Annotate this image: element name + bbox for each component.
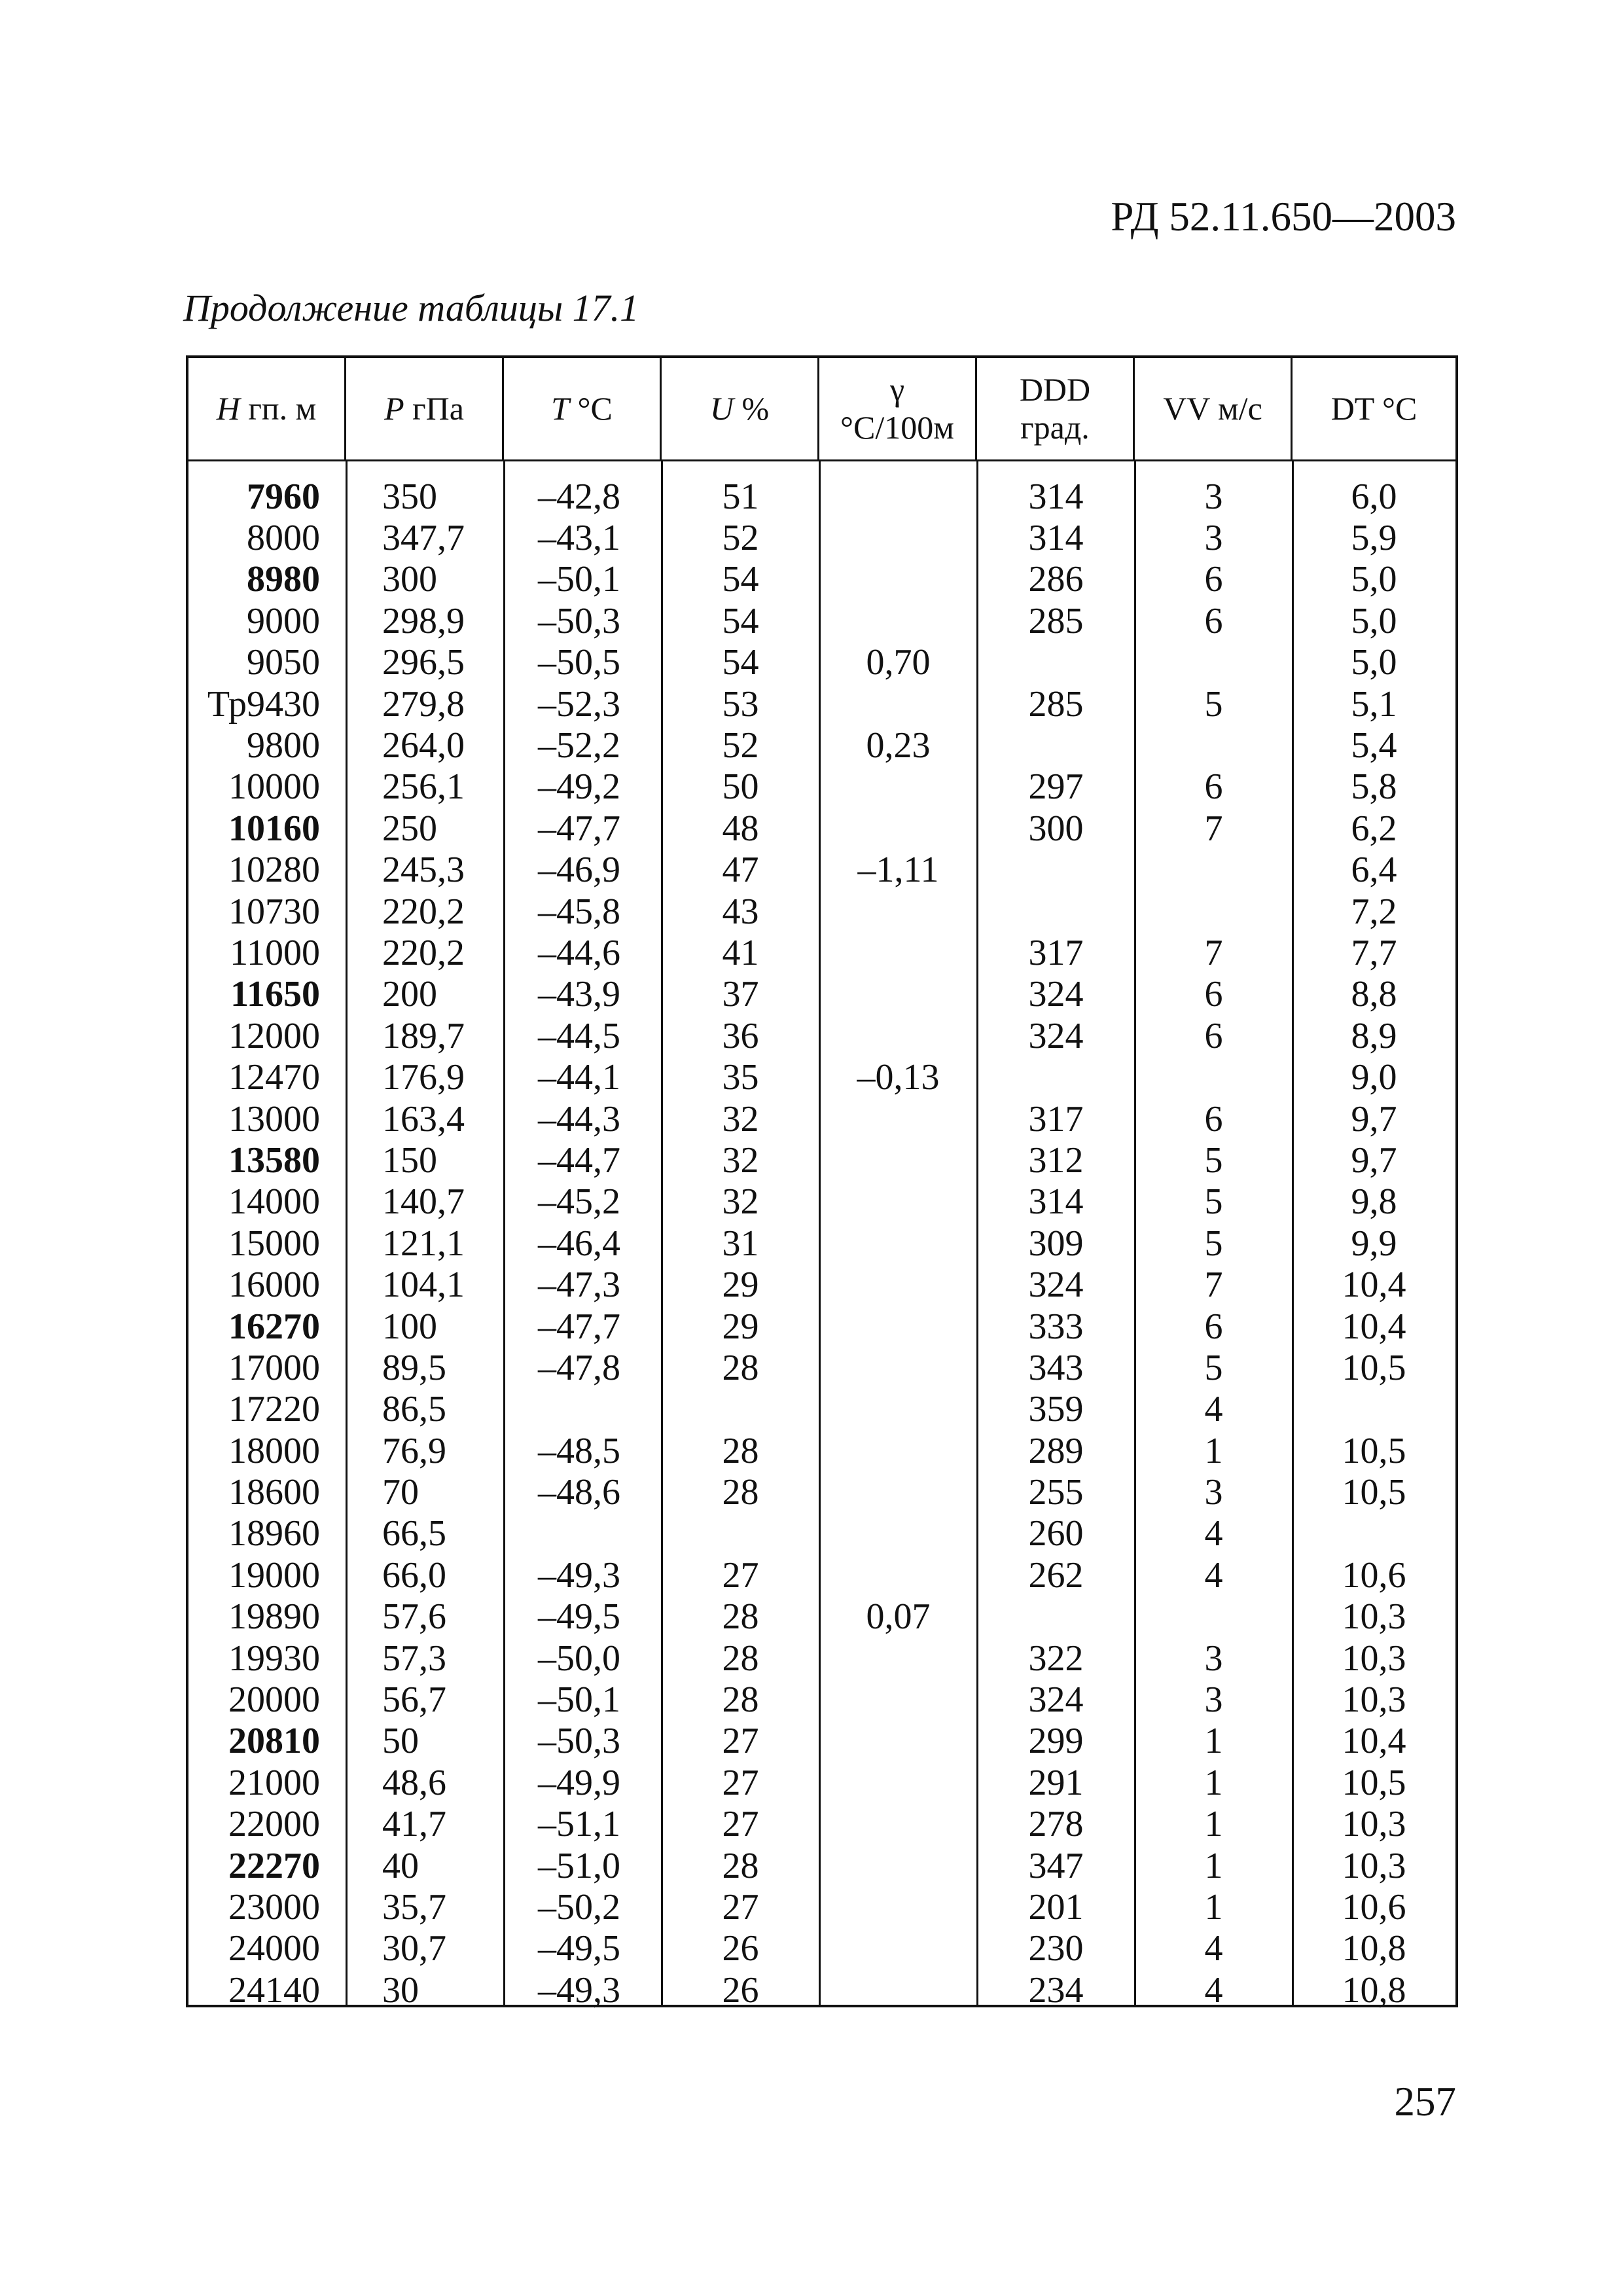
cell-wind-direction: 324 bbox=[1028, 1679, 1084, 1721]
cell-humidity: 28 bbox=[722, 1430, 759, 1471]
cell-pressure: 48,6 bbox=[382, 1762, 446, 1803]
cell-humidity: 26 bbox=[722, 1928, 759, 1969]
cell-humidity: 37 bbox=[722, 974, 759, 1015]
table-row bbox=[188, 1056, 1455, 1098]
cell-dew-point-deficit: 10,3 bbox=[1342, 1638, 1406, 1679]
cell-dew-point-deficit: 10,3 bbox=[1342, 1596, 1406, 1638]
cell-lapse-rate: 0,70 bbox=[866, 642, 931, 683]
cell-dew-point-deficit: 10,3 bbox=[1342, 1679, 1406, 1721]
cell-dew-point-deficit: 7,2 bbox=[1351, 891, 1397, 932]
cell-pressure: 279,8 bbox=[382, 683, 465, 725]
table-row bbox=[188, 1098, 1455, 1139]
cell-pressure: 121,1 bbox=[382, 1223, 465, 1264]
cell-temperature: –47,8 bbox=[538, 1347, 620, 1388]
cell-humidity: 27 bbox=[722, 1721, 759, 1762]
table-row bbox=[188, 1804, 1455, 1845]
table-row bbox=[188, 1638, 1455, 1679]
cell-pressure: 347,7 bbox=[382, 518, 465, 559]
cell-temperature: –48,6 bbox=[538, 1472, 620, 1513]
table-body bbox=[188, 476, 1455, 2011]
table-row bbox=[188, 1139, 1455, 1181]
cell-wind-direction: 260 bbox=[1028, 1513, 1084, 1554]
cell-wind-direction: 333 bbox=[1028, 1306, 1084, 1347]
cell-wind-speed: 1 bbox=[1204, 1721, 1223, 1762]
cell-wind-direction: 343 bbox=[1028, 1347, 1084, 1388]
header-dew-point-deficit: DT °С bbox=[1330, 389, 1418, 427]
cell-humidity: 32 bbox=[722, 1181, 759, 1223]
cell-lapse-rate: –1,11 bbox=[857, 850, 939, 891]
cell-pressure: 40 bbox=[382, 1845, 419, 1886]
cell-wind-speed: 5 bbox=[1204, 1181, 1223, 1223]
cell-height: 18960 bbox=[228, 1513, 320, 1554]
cell-pressure: 176,9 bbox=[382, 1057, 465, 1098]
table-row bbox=[188, 725, 1455, 766]
cell-humidity: 28 bbox=[722, 1679, 759, 1721]
cell-dew-point-deficit: 10,3 bbox=[1342, 1804, 1406, 1845]
cell-dew-point-deficit: 10,5 bbox=[1342, 1347, 1406, 1388]
cell-height: 12000 bbox=[228, 1015, 320, 1056]
table-row bbox=[188, 1264, 1455, 1305]
cell-wind-direction: 289 bbox=[1028, 1430, 1084, 1471]
cell-temperature: –51,0 bbox=[538, 1845, 620, 1886]
cell-wind-direction: 230 bbox=[1028, 1928, 1084, 1969]
cell-height: 7960 bbox=[247, 476, 320, 517]
cell-temperature: –49,5 bbox=[538, 1928, 620, 1969]
cell-wind-direction: 347 bbox=[1028, 1845, 1084, 1886]
cell-wind-direction: 359 bbox=[1028, 1389, 1084, 1430]
cell-wind-speed: 4 bbox=[1204, 1389, 1223, 1430]
cell-dew-point-deficit: 8,9 bbox=[1351, 1015, 1397, 1056]
cell-height: 8000 bbox=[247, 518, 320, 559]
cell-wind-speed: 7 bbox=[1204, 808, 1223, 849]
cell-dew-point-deficit: 7,7 bbox=[1351, 932, 1397, 973]
cell-temperature: –49,3 bbox=[538, 1969, 620, 2011]
cell-dew-point-deficit: 10,5 bbox=[1342, 1762, 1406, 1803]
cell-wind-speed: 1 bbox=[1204, 1845, 1223, 1886]
table-row bbox=[188, 1596, 1455, 1638]
cell-height: 10160 bbox=[228, 808, 320, 849]
cell-pressure: 200 bbox=[382, 974, 437, 1015]
cell-temperature: –45,2 bbox=[538, 1181, 620, 1223]
cell-height: 10000 bbox=[228, 766, 320, 808]
cell-dew-point-deficit: 9,9 bbox=[1351, 1223, 1397, 1264]
table-row bbox=[188, 1721, 1455, 1762]
cell-wind-direction: 299 bbox=[1028, 1721, 1084, 1762]
cell-humidity: 28 bbox=[722, 1845, 759, 1886]
table-row bbox=[188, 600, 1455, 641]
cell-pressure: 150 bbox=[382, 1139, 437, 1181]
cell-wind-direction: 201 bbox=[1028, 1886, 1084, 1928]
cell-temperature: –50,1 bbox=[538, 559, 620, 600]
table-row bbox=[188, 1554, 1455, 1596]
table-row bbox=[188, 1969, 1455, 2011]
cell-wind-direction: 322 bbox=[1028, 1638, 1084, 1679]
cell-dew-point-deficit: 10,6 bbox=[1342, 1554, 1406, 1596]
cell-temperature: –44,3 bbox=[538, 1098, 620, 1139]
table-row bbox=[188, 559, 1455, 600]
cell-pressure: 245,3 bbox=[382, 850, 465, 891]
cell-pressure: 66,0 bbox=[382, 1554, 446, 1596]
cell-humidity: 28 bbox=[722, 1596, 759, 1638]
cell-humidity: 41 bbox=[722, 932, 759, 973]
cell-height: 19000 bbox=[228, 1554, 320, 1596]
cell-temperature: –47,7 bbox=[538, 808, 620, 849]
cell-pressure: 298,9 bbox=[382, 600, 465, 641]
cell-wind-direction: 314 bbox=[1028, 1181, 1084, 1223]
cell-temperature: –50,5 bbox=[538, 642, 620, 683]
cell-humidity: 35 bbox=[722, 1057, 759, 1098]
cell-pressure: 350 bbox=[382, 476, 437, 517]
cell-wind-speed: 6 bbox=[1204, 559, 1223, 600]
cell-humidity: 32 bbox=[722, 1098, 759, 1139]
cell-humidity: 50 bbox=[722, 766, 759, 808]
cell-humidity: 29 bbox=[722, 1265, 759, 1306]
table-row bbox=[188, 1679, 1455, 1720]
cell-height: 22270 bbox=[228, 1845, 320, 1886]
cell-dew-point-deficit: 5,0 bbox=[1351, 559, 1397, 600]
cell-wind-speed: 1 bbox=[1204, 1886, 1223, 1928]
header-temperature: T °С bbox=[504, 358, 662, 459]
cell-height: 24000 bbox=[228, 1928, 320, 1969]
cell-temperature: –46,9 bbox=[538, 850, 620, 891]
cell-height: 12470 bbox=[228, 1057, 320, 1098]
cell-wind-direction: 314 bbox=[1028, 476, 1084, 517]
cell-height: 21000 bbox=[228, 1762, 320, 1803]
cell-dew-point-deficit: 6,0 bbox=[1351, 476, 1397, 517]
cell-wind-speed: 3 bbox=[1204, 476, 1223, 517]
table-row bbox=[188, 1223, 1455, 1264]
cell-temperature: –46,4 bbox=[538, 1223, 620, 1264]
cell-height: 18600 bbox=[228, 1472, 320, 1513]
cell-wind-speed: 4 bbox=[1204, 1969, 1223, 2011]
cell-temperature: –50,1 bbox=[538, 1679, 620, 1721]
cell-temperature: –50,3 bbox=[538, 1721, 620, 1762]
header-height: H гп. м bbox=[188, 358, 346, 459]
cell-humidity: 47 bbox=[722, 850, 759, 891]
cell-height: 10730 bbox=[228, 891, 320, 932]
cell-humidity: 36 bbox=[722, 1015, 759, 1056]
table-row bbox=[188, 642, 1455, 683]
cell-humidity: 28 bbox=[722, 1638, 759, 1679]
cell-wind-speed: 1 bbox=[1204, 1762, 1223, 1803]
cell-pressure: 57,3 bbox=[382, 1638, 446, 1679]
cell-temperature: –47,3 bbox=[538, 1265, 620, 1306]
cell-wind-speed: 3 bbox=[1204, 1638, 1223, 1679]
cell-height: 13580 bbox=[228, 1139, 320, 1181]
table-row bbox=[188, 476, 1455, 517]
table-row bbox=[188, 891, 1455, 932]
cell-wind-speed: 6 bbox=[1204, 1306, 1223, 1347]
cell-wind-direction: 278 bbox=[1028, 1804, 1084, 1845]
cell-height: 17000 bbox=[228, 1347, 320, 1388]
cell-pressure: 57,6 bbox=[382, 1596, 446, 1638]
cell-temperature: –49,2 bbox=[538, 766, 620, 808]
header-wind-direction: DDD град. bbox=[977, 358, 1135, 459]
cell-height: 24140 bbox=[228, 1969, 320, 2011]
cell-wind-direction: 317 bbox=[1028, 1098, 1084, 1139]
cell-humidity: 27 bbox=[722, 1554, 759, 1596]
cell-dew-point-deficit: 9,8 bbox=[1351, 1181, 1397, 1223]
cell-pressure: 70 bbox=[382, 1472, 419, 1513]
cell-wind-speed: 3 bbox=[1204, 1472, 1223, 1513]
cell-dew-point-deficit: 10,5 bbox=[1342, 1430, 1406, 1471]
cell-temperature: –43,1 bbox=[538, 518, 620, 559]
cell-height: 11000 bbox=[230, 932, 320, 973]
cell-dew-point-deficit: 9,0 bbox=[1351, 1057, 1397, 1098]
cell-humidity: 29 bbox=[722, 1306, 759, 1347]
cell-height: 14000 bbox=[228, 1181, 320, 1223]
cell-wind-speed: 3 bbox=[1204, 1679, 1223, 1721]
cell-wind-direction: 255 bbox=[1028, 1472, 1084, 1513]
cell-lapse-rate: 0,23 bbox=[866, 725, 931, 766]
cell-humidity: 26 bbox=[722, 1969, 759, 2011]
cell-temperature: –49,5 bbox=[538, 1596, 620, 1638]
cell-wind-direction: 262 bbox=[1028, 1554, 1084, 1596]
table-row bbox=[188, 683, 1455, 725]
header-pressure: P гПа bbox=[346, 358, 504, 459]
cell-temperature: –49,3 bbox=[538, 1554, 620, 1596]
cell-temperature: –48,5 bbox=[538, 1430, 620, 1471]
cell-dew-point-deficit: 8,8 bbox=[1351, 974, 1397, 1015]
cell-pressure: 30,7 bbox=[382, 1928, 446, 1969]
cell-temperature: –51,1 bbox=[538, 1804, 620, 1845]
cell-pressure: 256,1 bbox=[382, 766, 465, 808]
cell-height: 11650 bbox=[230, 974, 320, 1015]
header-humidity: U % bbox=[662, 358, 819, 459]
cell-humidity: 28 bbox=[722, 1472, 759, 1513]
cell-height: 9000 bbox=[247, 600, 320, 641]
cell-height: 9050 bbox=[247, 642, 320, 683]
cell-pressure: 56,7 bbox=[382, 1679, 446, 1721]
cell-dew-point-deficit: 5,0 bbox=[1351, 642, 1397, 683]
cell-temperature: –52,2 bbox=[538, 725, 620, 766]
cell-dew-point-deficit: 5,0 bbox=[1351, 600, 1397, 641]
cell-pressure: 30 bbox=[382, 1969, 419, 2011]
table-row bbox=[188, 1928, 1455, 1969]
cell-height: 9800 bbox=[247, 725, 320, 766]
cell-humidity: 27 bbox=[722, 1804, 759, 1845]
cell-wind-speed: 5 bbox=[1204, 1223, 1223, 1264]
cell-humidity: 27 bbox=[722, 1762, 759, 1803]
cell-humidity: 28 bbox=[722, 1347, 759, 1388]
cell-wind-direction: 291 bbox=[1028, 1762, 1084, 1803]
cell-humidity: 51 bbox=[722, 476, 759, 517]
cell-temperature: –44,5 bbox=[538, 1015, 620, 1056]
cell-dew-point-deficit: 10,4 bbox=[1342, 1721, 1406, 1762]
cell-dew-point-deficit: 10,3 bbox=[1342, 1845, 1406, 1886]
cell-wind-speed: 4 bbox=[1204, 1554, 1223, 1596]
cell-height: 18000 bbox=[228, 1430, 320, 1471]
cell-temperature: –44,7 bbox=[538, 1139, 620, 1181]
cell-height: 16270 bbox=[228, 1306, 320, 1347]
cell-pressure: 89,5 bbox=[382, 1347, 446, 1388]
table-row bbox=[188, 1181, 1455, 1223]
table-row bbox=[188, 1886, 1455, 1928]
table-row bbox=[188, 1306, 1455, 1347]
cell-wind-direction: 309 bbox=[1028, 1223, 1084, 1264]
cell-height: 20000 bbox=[228, 1679, 320, 1721]
cell-temperature: –50,3 bbox=[538, 600, 620, 641]
cell-dew-point-deficit: 10,6 bbox=[1342, 1886, 1406, 1928]
cell-lapse-rate: –0,13 bbox=[857, 1057, 940, 1098]
cell-temperature: –44,1 bbox=[538, 1057, 620, 1098]
cell-temperature: –45,8 bbox=[538, 891, 620, 932]
cell-pressure: 264,0 bbox=[382, 725, 465, 766]
table-row bbox=[188, 1015, 1455, 1056]
table-row bbox=[188, 1389, 1455, 1430]
cell-wind-direction: 324 bbox=[1028, 1015, 1084, 1056]
cell-height: 16000 bbox=[228, 1265, 320, 1306]
table-row bbox=[188, 1513, 1455, 1554]
table-row bbox=[188, 850, 1455, 891]
header-lapse-rate: γ °С/100м bbox=[819, 358, 977, 459]
cell-dew-point-deficit: 10,8 bbox=[1342, 1928, 1406, 1969]
cell-wind-speed: 3 bbox=[1204, 518, 1223, 559]
table-row bbox=[188, 1762, 1455, 1803]
cell-temperature: –44,6 bbox=[538, 932, 620, 973]
cell-height: 23000 bbox=[228, 1886, 320, 1928]
cell-wind-direction: 324 bbox=[1028, 974, 1084, 1015]
cell-pressure: 104,1 bbox=[382, 1265, 465, 1306]
cell-height: 20810 bbox=[228, 1721, 320, 1762]
cell-pressure: 300 bbox=[382, 559, 437, 600]
cell-height: 17220 bbox=[228, 1389, 320, 1430]
cell-dew-point-deficit: 9,7 bbox=[1351, 1139, 1397, 1181]
cell-temperature: –43,9 bbox=[538, 974, 620, 1015]
cell-wind-speed: 1 bbox=[1204, 1430, 1223, 1471]
table-row bbox=[188, 974, 1455, 1015]
cell-wind-direction: 317 bbox=[1028, 932, 1084, 973]
cell-pressure: 86,5 bbox=[382, 1389, 446, 1430]
cell-pressure: 100 bbox=[382, 1306, 437, 1347]
cell-wind-speed: 5 bbox=[1204, 1139, 1223, 1181]
cell-humidity: 32 bbox=[722, 1139, 759, 1181]
table-header bbox=[188, 358, 1455, 461]
cell-wind-speed: 6 bbox=[1204, 766, 1223, 808]
cell-height: 19930 bbox=[228, 1638, 320, 1679]
cell-dew-point-deficit: 5,8 bbox=[1351, 766, 1397, 808]
cell-lapse-rate: 0,07 bbox=[866, 1596, 931, 1638]
cell-dew-point-deficit: 6,2 bbox=[1351, 808, 1397, 849]
table-row bbox=[188, 1845, 1455, 1886]
cell-wind-speed: 5 bbox=[1204, 1347, 1223, 1388]
cell-height: 15000 bbox=[228, 1223, 320, 1264]
cell-dew-point-deficit: 10,5 bbox=[1342, 1472, 1406, 1513]
cell-temperature: –42,8 bbox=[538, 476, 620, 517]
cell-dew-point-deficit: 10,4 bbox=[1342, 1306, 1406, 1347]
cell-dew-point-deficit: 5,4 bbox=[1351, 725, 1397, 766]
cell-humidity: 27 bbox=[722, 1886, 759, 1928]
cell-pressure: 41,7 bbox=[382, 1804, 446, 1845]
cell-pressure: 76,9 bbox=[382, 1430, 446, 1471]
cell-pressure: 250 bbox=[382, 808, 437, 849]
cell-dew-point-deficit: 6,4 bbox=[1351, 850, 1397, 891]
cell-humidity: 54 bbox=[722, 559, 759, 600]
cell-wind-speed: 7 bbox=[1204, 1265, 1223, 1306]
cell-wind-direction: 314 bbox=[1028, 518, 1084, 559]
cell-pressure: 140,7 bbox=[382, 1181, 465, 1223]
cell-humidity: 48 bbox=[722, 808, 759, 849]
cell-temperature: –50,0 bbox=[538, 1638, 620, 1679]
table-row bbox=[188, 1347, 1455, 1388]
cell-temperature: –50,2 bbox=[538, 1886, 620, 1928]
cell-wind-speed: 5 bbox=[1204, 683, 1223, 725]
cell-humidity: 54 bbox=[722, 600, 759, 641]
cell-pressure: 296,5 bbox=[382, 642, 465, 683]
table-caption: Продолжение таблицы 17.1 bbox=[183, 287, 639, 329]
cell-wind-speed: 6 bbox=[1204, 974, 1223, 1015]
cell-wind-speed: 1 bbox=[1204, 1804, 1223, 1845]
cell-pressure: 163,4 bbox=[382, 1098, 465, 1139]
table-row bbox=[188, 766, 1455, 808]
cell-pressure: 220,2 bbox=[382, 891, 465, 932]
cell-dew-point-deficit: 5,9 bbox=[1351, 518, 1397, 559]
cell-temperature: –49,9 bbox=[538, 1762, 620, 1803]
header-wind-speed: VV м/с bbox=[1135, 358, 1293, 459]
table-row bbox=[188, 1471, 1455, 1513]
cell-humidity: 31 bbox=[722, 1223, 759, 1264]
cell-pressure: 50 bbox=[382, 1721, 419, 1762]
cell-height: 10280 bbox=[228, 850, 320, 891]
cell-wind-direction: 312 bbox=[1028, 1139, 1084, 1181]
cell-wind-direction: 285 bbox=[1028, 600, 1084, 641]
cell-wind-speed: 4 bbox=[1204, 1928, 1223, 1969]
cell-wind-speed: 7 bbox=[1204, 932, 1223, 973]
cell-wind-speed: 6 bbox=[1204, 600, 1223, 641]
cell-wind-direction: 324 bbox=[1028, 1265, 1084, 1306]
data-table bbox=[186, 355, 1458, 2011]
cell-pressure: 220,2 bbox=[382, 932, 465, 973]
table-row bbox=[188, 932, 1455, 973]
cell-wind-direction: 300 bbox=[1028, 808, 1084, 849]
cell-height: 13000 bbox=[228, 1098, 320, 1139]
document-code: РД 52.11.650—2003 bbox=[1111, 194, 1456, 240]
cell-dew-point-deficit: 9,7 bbox=[1351, 1098, 1397, 1139]
page-number: 257 bbox=[1394, 2079, 1456, 2125]
cell-humidity: 54 bbox=[722, 642, 759, 683]
cell-height: 8980 bbox=[247, 559, 320, 600]
cell-humidity: 52 bbox=[722, 725, 759, 766]
cell-humidity: 52 bbox=[722, 518, 759, 559]
cell-wind-speed: 6 bbox=[1204, 1015, 1223, 1056]
cell-pressure: 35,7 bbox=[382, 1886, 446, 1928]
cell-temperature: –47,7 bbox=[538, 1306, 620, 1347]
cell-wind-speed: 4 bbox=[1204, 1513, 1223, 1554]
cell-wind-direction: 286 bbox=[1028, 559, 1084, 600]
cell-humidity: 43 bbox=[722, 891, 759, 932]
cell-height: 22000 bbox=[228, 1804, 320, 1845]
cell-height: Тр9430 bbox=[207, 683, 320, 725]
cell-temperature: –52,3 bbox=[538, 683, 620, 725]
cell-wind-speed: 6 bbox=[1204, 1098, 1223, 1139]
cell-dew-point-deficit: 10,8 bbox=[1342, 1969, 1406, 2011]
cell-pressure: 189,7 bbox=[382, 1015, 465, 1056]
cell-dew-point-deficit: 10,4 bbox=[1342, 1265, 1406, 1306]
table-row bbox=[188, 517, 1455, 558]
cell-height: 19890 bbox=[228, 1596, 320, 1638]
cell-dew-point-deficit: 5,1 bbox=[1351, 683, 1397, 725]
cell-pressure: 66,5 bbox=[382, 1513, 446, 1554]
cell-wind-direction: 297 bbox=[1028, 766, 1084, 808]
cell-wind-direction: 234 bbox=[1028, 1969, 1084, 2011]
table-row bbox=[188, 1430, 1455, 1471]
cell-wind-direction: 285 bbox=[1028, 683, 1084, 725]
cell-humidity: 53 bbox=[722, 683, 759, 725]
table-row bbox=[188, 808, 1455, 849]
